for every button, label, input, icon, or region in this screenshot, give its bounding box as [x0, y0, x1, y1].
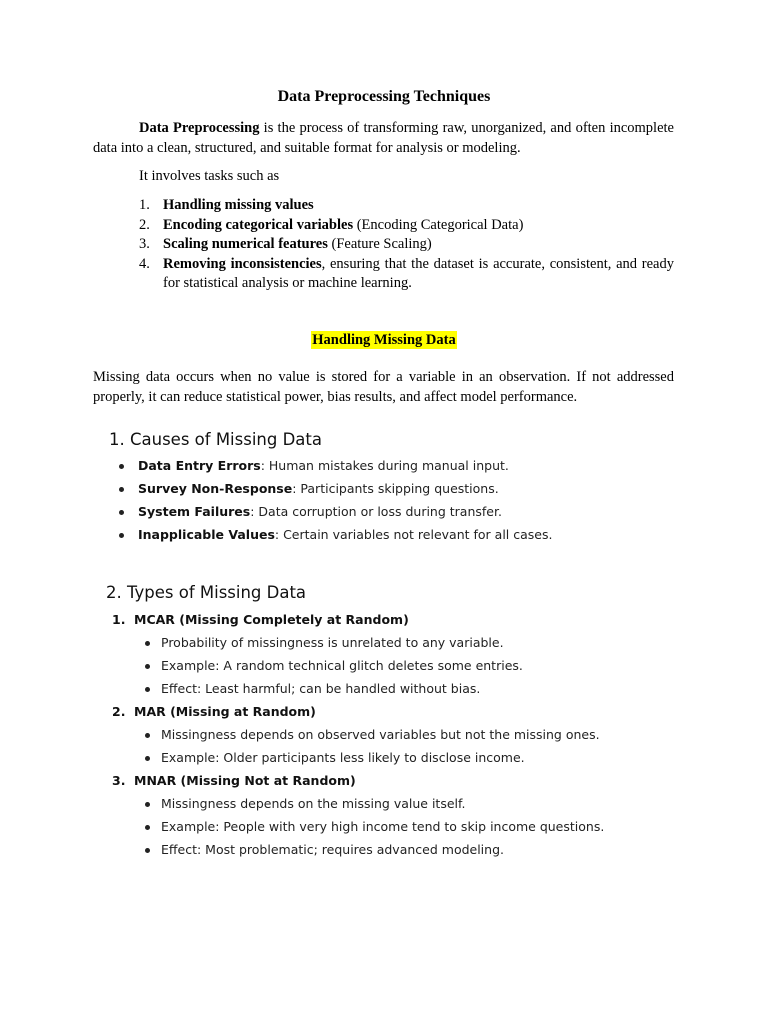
list-item	[115, 456, 552, 479]
task-bold: Encoding categorical variables	[163, 216, 354, 233]
task-bold: Removing inconsistencies	[163, 255, 322, 272]
intro-text: is the process of transforming raw, unorganized, and often incomplete data into a clean, structured, and suitable format for analysis or modeling.	[93, 120, 674, 156]
type-heading	[112, 609, 604, 632]
types-heading: 2. Types of Missing Data	[106, 583, 307, 602]
list-item: Example: Older participants less likely to disclose income.	[142, 747, 604, 770]
list-item: Probability of missingness is unrelated to any variable.	[142, 632, 604, 655]
intro-paragraph	[93, 119, 674, 158]
cause-label: System Failures	[138, 504, 251, 519]
task-bold: Handling missing values	[163, 197, 314, 213]
tasks-list	[139, 196, 674, 294]
type-heading	[112, 770, 604, 793]
type-number: 2.	[112, 704, 126, 719]
task-text: , ensuring that the dataset is accurate, consistent, and ready for statistical analysis or machine learning.	[163, 255, 674, 291]
type-item	[112, 701, 604, 770]
type-points	[142, 724, 604, 770]
highlighted-heading-wrap	[0, 331, 768, 349]
tasks-intro: It involves tasks such as	[139, 168, 280, 184]
task-number: 2.	[139, 216, 150, 233]
task-item	[139, 255, 674, 294]
list-item: Example: People with very high income tend to skip income questions.	[142, 816, 604, 839]
task-bold: Scaling numerical features	[163, 236, 328, 252]
list-item	[115, 502, 552, 525]
list-item: Missingness depends on observed variables but not the missing ones.	[142, 724, 604, 747]
task-item	[139, 196, 674, 216]
cause-text: : Certain variables not relevant for all cases.	[274, 527, 553, 542]
type-item	[112, 770, 604, 862]
list-item: Missingness depends on the missing value itself.	[142, 793, 604, 816]
list-item: Example: A random technical glitch deletes some entries.	[142, 655, 604, 678]
causes-heading: 1. Causes of Missing Data	[109, 430, 322, 449]
task-number: 3.	[139, 236, 150, 252]
list-item	[115, 525, 552, 548]
cause-label: Survey Non-Response	[138, 481, 293, 496]
causes-list	[115, 456, 552, 548]
document-title: Data Preprocessing Techniques	[277, 88, 491, 105]
type-number: 1.	[112, 612, 126, 627]
missing-data-paragraph: Missing data occurs when no value is stored for a variable in an observation. If not addressed properly, it can reduce statistical power, bias results, and affect model performance.	[93, 369, 674, 405]
task-item	[139, 235, 674, 255]
type-number: 3.	[112, 773, 126, 788]
type-points	[142, 632, 604, 701]
cause-text: : Human mistakes during manual input.	[260, 458, 509, 473]
type-points	[142, 793, 604, 862]
types-list	[112, 609, 604, 862]
type-item	[112, 609, 604, 701]
type-label: MCAR (Missing Completely at Random)	[134, 612, 409, 627]
cause-label: Data Entry Errors	[138, 458, 261, 473]
list-item: Effect: Least harmful; can be handled without bias.	[142, 678, 604, 701]
task-item	[139, 216, 674, 236]
task-text: (Feature Scaling)	[327, 236, 432, 252]
cause-label: Inapplicable Values	[138, 527, 275, 542]
type-label: MNAR (Missing Not at Random)	[134, 773, 356, 788]
task-text: (Encoding Categorical Data)	[353, 216, 524, 233]
list-item	[115, 479, 552, 502]
cause-text: : Data corruption or loss during transfer.	[250, 504, 502, 519]
task-number: 1.	[139, 197, 150, 213]
type-heading	[112, 701, 604, 724]
list-item: Effect: Most problematic; requires advanced modeling.	[142, 839, 604, 862]
task-number: 4.	[139, 255, 150, 272]
highlighted-heading: Handling Missing Data	[312, 332, 456, 348]
intro-term: Data Preprocessing	[139, 120, 260, 136]
cause-text: : Participants skipping questions.	[292, 481, 499, 496]
type-label: MAR (Missing at Random)	[134, 704, 316, 719]
